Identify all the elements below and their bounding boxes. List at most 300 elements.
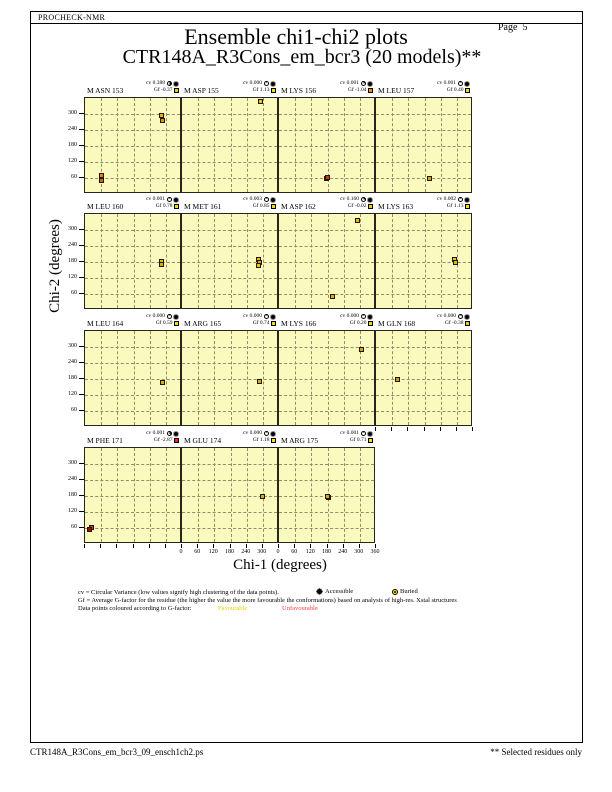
residue-name: M ASP 162 — [281, 202, 316, 211]
x-tick-mark — [246, 544, 247, 548]
gf-colour-square — [174, 88, 179, 93]
gridline-vertical — [344, 331, 345, 425]
plot-stats — [146, 313, 179, 327]
gf-colour-square — [368, 204, 373, 209]
legend-cv-line: cv = Circular Variance (low values signify high clustering of the data points). — [78, 589, 279, 596]
legend-accessible — [316, 588, 353, 595]
gf-colour-square — [271, 204, 276, 209]
plot-stats — [146, 430, 179, 444]
gridline-vertical — [231, 331, 232, 425]
accessible-star-icon — [367, 431, 373, 437]
x-tick-mark — [310, 544, 311, 548]
data-point — [453, 260, 458, 265]
cv-stat-line — [146, 80, 179, 87]
gridline-vertical — [425, 214, 426, 308]
x-tick-label: 60 — [291, 549, 298, 555]
residue-plot — [375, 213, 472, 309]
cv-value: cv 0.003 — [243, 196, 262, 202]
x-tick-mark — [343, 544, 344, 548]
gridline-horizontal — [182, 230, 277, 231]
gf-value: Gf 0.20 — [349, 320, 367, 326]
gridline-vertical — [441, 98, 442, 192]
x-tick-mark — [133, 544, 134, 548]
gridline-vertical — [311, 98, 312, 192]
y-tick-label: 120 — [68, 157, 77, 164]
buried-pie-icon — [361, 431, 366, 436]
accessible-star-icon — [270, 431, 276, 437]
x-tick-mark — [375, 544, 376, 548]
accessible-star-icon — [367, 81, 373, 87]
buried-pie-icon — [361, 314, 366, 319]
y-tick-mark — [79, 113, 84, 114]
residue-plot — [181, 97, 278, 193]
cv-value: cv 0.000 — [340, 313, 359, 319]
residue-plot — [375, 330, 472, 426]
gridline-vertical — [344, 214, 345, 308]
gridline-vertical — [425, 98, 426, 192]
cv-value: cv 0.001 — [437, 80, 456, 86]
gridline-horizontal — [279, 114, 374, 115]
gridline-vertical — [457, 98, 458, 192]
residue-plot — [375, 97, 472, 193]
gf-colour-square — [465, 321, 470, 326]
gridline-vertical — [231, 214, 232, 308]
residue-name: M LEU 160 — [87, 202, 124, 211]
gf-value: Gf -2.87 — [153, 437, 173, 443]
plot-header — [181, 80, 278, 96]
cv-value: cv 0.000 — [243, 430, 262, 436]
cv-stat-line — [243, 196, 276, 203]
gridline-vertical — [263, 98, 264, 192]
y-tick-label: 180 — [68, 374, 77, 381]
data-point — [160, 118, 165, 123]
x-tick-label: 60 — [194, 549, 201, 555]
gf-colour-square — [271, 88, 276, 93]
data-point — [87, 527, 92, 532]
residue-name: M ASP 155 — [184, 86, 219, 95]
gf-colour-square — [368, 438, 373, 443]
accessible-star-icon — [173, 197, 179, 203]
gridline-vertical — [247, 214, 248, 308]
data-point — [325, 175, 330, 180]
residue-name: M GLN 168 — [378, 319, 416, 328]
data-point — [330, 294, 335, 299]
plot-stats — [146, 80, 179, 94]
residue-plot — [84, 330, 181, 426]
x-tick-label: 180 — [322, 549, 331, 555]
cv-value: cv 0.000 — [243, 80, 262, 86]
buried-pie-icon — [167, 314, 172, 319]
gf-value: Gf -0.37 — [153, 87, 173, 93]
accessible-star-icon — [464, 81, 470, 87]
gf-colour-square — [368, 88, 373, 93]
gf-value: Gf 0.85 — [252, 203, 270, 209]
gridline-vertical — [311, 214, 312, 308]
y-tick-label: 300 — [68, 459, 77, 466]
buried-pie-icon — [458, 81, 463, 86]
data-point — [355, 218, 360, 223]
gf-stat-line — [437, 87, 470, 94]
gridline-horizontal — [85, 114, 180, 115]
residue-plot — [84, 447, 181, 543]
plot-stats — [340, 430, 373, 444]
y-tick-mark — [79, 161, 84, 162]
gf-value: Gf 1.13 — [252, 87, 270, 93]
x-tick-label: 300 — [354, 549, 364, 555]
gridline-vertical — [214, 214, 215, 308]
buried-pie-icon — [264, 431, 269, 436]
y-tick-mark — [79, 463, 84, 464]
data-point — [257, 379, 262, 384]
y-tick-mark — [79, 511, 84, 512]
y-tick-label: 60 — [71, 406, 77, 413]
cv-stat-line — [243, 430, 276, 437]
cv-stat-line — [340, 196, 373, 203]
gridline-vertical — [311, 448, 312, 542]
x-tick-mark — [165, 544, 166, 548]
x-tick-mark — [440, 427, 441, 431]
y-tick-mark — [79, 145, 84, 146]
gridline-vertical — [408, 331, 409, 425]
y-tick-mark — [79, 378, 84, 379]
plot-header — [278, 430, 375, 446]
gridline-vertical — [425, 331, 426, 425]
gf-stat-line — [243, 320, 276, 327]
gridline-horizontal — [376, 230, 471, 231]
plot-stats — [340, 313, 373, 327]
buried-pie-icon — [264, 81, 269, 86]
cv-stat-line — [146, 430, 179, 437]
cv-value: cv 0.001 — [340, 80, 359, 86]
gridline-vertical — [441, 331, 442, 425]
gf-value: Gf 1.13 — [446, 203, 464, 209]
y-tick-label: 300 — [68, 225, 77, 232]
accessible-star-icon — [270, 197, 276, 203]
y-tick-label: 60 — [71, 173, 77, 180]
x-tick-mark — [181, 544, 182, 548]
gridline-horizontal — [85, 230, 180, 231]
accessible-star-icon — [464, 197, 470, 203]
accessible-label: Accessible — [325, 588, 354, 595]
gridline-vertical — [150, 98, 151, 192]
plot-header — [278, 313, 375, 329]
gf-stat-line — [243, 87, 276, 94]
gridline-vertical — [150, 448, 151, 542]
gridline-vertical — [166, 98, 167, 192]
residue-plot — [278, 97, 375, 193]
gridline-horizontal — [182, 114, 277, 115]
cv-value: cv 0.001 — [146, 430, 165, 436]
y-tick-mark — [79, 277, 84, 278]
cv-stat-line — [340, 80, 373, 87]
gridline-horizontal — [376, 114, 471, 115]
plot-header — [181, 196, 278, 212]
plot-header — [84, 313, 181, 329]
data-point — [160, 380, 165, 385]
x-tick-mark — [407, 427, 408, 431]
y-tick-label: 240 — [68, 358, 77, 365]
gf-value: Gf 0.71 — [349, 437, 367, 443]
gridline-vertical — [441, 214, 442, 308]
x-tick-mark — [424, 427, 425, 431]
app-label: PROCHECK-NMR — [38, 13, 106, 22]
accessible-star-icon — [270, 81, 276, 87]
accessible-star-icon — [367, 314, 373, 320]
x-tick-mark — [391, 427, 392, 431]
cv-stat-line — [146, 313, 179, 320]
plot-header — [181, 430, 278, 446]
buried-circle-icon — [392, 589, 398, 595]
y-tick-mark — [79, 129, 84, 130]
cv-stat-line — [243, 80, 276, 87]
residue-plot — [278, 330, 375, 426]
legend-buried — [392, 588, 418, 595]
plot-stats — [437, 80, 470, 94]
x-tick-label: 360 — [370, 549, 380, 555]
x-tick-mark — [100, 544, 101, 548]
footer-note: ** Selected residues only — [490, 747, 582, 757]
residue-name: M PHE 171 — [87, 436, 123, 445]
y-tick-mark — [79, 177, 84, 178]
page-number: Page 5 — [498, 22, 528, 33]
x-tick-label: 0 — [179, 549, 183, 555]
x-tick-mark — [472, 427, 473, 431]
residue-name: M LYS 166 — [281, 319, 317, 328]
gridline-vertical — [117, 98, 118, 192]
x-tick-mark — [84, 544, 85, 548]
gf-stat-line — [340, 437, 373, 444]
gridline-vertical — [134, 331, 135, 425]
cv-stat-line — [437, 313, 470, 320]
accessible-star-icon — [173, 314, 179, 320]
gridline-vertical — [344, 98, 345, 192]
y-tick-mark — [79, 293, 84, 294]
y-tick-label: 240 — [68, 475, 77, 482]
y-tick-mark — [79, 245, 84, 246]
x-tick-mark — [230, 544, 231, 548]
residue-name: M ASN 153 — [87, 86, 124, 95]
gridline-vertical — [117, 448, 118, 542]
residue-plot — [278, 213, 375, 309]
plot-stats — [340, 80, 373, 94]
residue-plot — [181, 213, 278, 309]
gridline-vertical — [134, 98, 135, 192]
cv-value: cv 0.002 — [437, 196, 456, 202]
gf-colour-square — [465, 88, 470, 93]
buried-pie-icon — [264, 197, 269, 202]
plot-header — [84, 80, 181, 96]
cv-stat-line — [340, 313, 373, 320]
residue-plot — [181, 447, 278, 543]
y-tick-mark — [79, 495, 84, 496]
gf-value: Gf 1.18 — [252, 437, 270, 443]
gridline-horizontal — [182, 464, 277, 465]
x-tick-label: 120 — [305, 549, 315, 555]
page-subtitle: CTR148A_R3Cons_em_bcr3 (20 models)** — [122, 46, 482, 68]
data-point — [99, 173, 104, 178]
gridline-vertical — [117, 214, 118, 308]
gridline-vertical — [247, 98, 248, 192]
gridline-vertical — [247, 331, 248, 425]
y-tick-label: 180 — [68, 257, 77, 264]
cv-value: cv 0.000 — [146, 313, 165, 319]
cv-value: cv 0.160 — [340, 196, 359, 202]
gridline-horizontal — [85, 464, 180, 465]
plot-header — [375, 80, 472, 96]
cv-stat-line — [340, 430, 373, 437]
gridline-vertical — [231, 98, 232, 192]
y-tick-mark — [79, 346, 84, 347]
data-point — [325, 494, 330, 499]
gridline-vertical — [360, 214, 361, 308]
residue-name: M LYS 156 — [281, 86, 317, 95]
y-tick-mark — [79, 410, 84, 411]
y-tick-label: 180 — [68, 141, 77, 148]
gridline-horizontal — [279, 230, 374, 231]
gf-stat-line — [340, 320, 373, 327]
residue-name: M LYS 163 — [378, 202, 414, 211]
data-point — [256, 263, 261, 268]
plot-header — [84, 196, 181, 212]
buried-pie-icon — [458, 197, 463, 202]
y-tick-label: 180 — [68, 491, 77, 498]
plot-stats — [437, 313, 470, 327]
x-tick-label: 240 — [338, 549, 348, 555]
gridline-vertical — [457, 331, 458, 425]
y-tick-mark — [79, 479, 84, 480]
gridline-vertical — [134, 448, 135, 542]
gf-colour-square — [271, 438, 276, 443]
x-tick-mark — [456, 427, 457, 431]
gf-colour-square — [368, 321, 373, 326]
y-tick-label: 240 — [68, 125, 77, 132]
data-point — [159, 262, 164, 267]
x-tick-label: 120 — [208, 549, 218, 555]
gf-stat-line — [146, 203, 179, 210]
gridline-vertical — [214, 331, 215, 425]
cv-stat-line — [146, 196, 179, 203]
x-tick-mark — [262, 544, 263, 548]
plot-stats — [340, 196, 373, 210]
x-tick-mark — [375, 427, 376, 431]
y-tick-mark — [79, 229, 84, 230]
x-tick-mark — [116, 544, 117, 548]
data-point — [260, 494, 265, 499]
plot-stats — [243, 313, 276, 327]
gridline-horizontal — [376, 347, 471, 348]
gf-stat-line — [146, 320, 179, 327]
plot-stats — [243, 430, 276, 444]
buried-pie-icon — [361, 197, 366, 202]
footer-filename: CTR148A_R3Cons_em_bcr3_09_ensch1ch2.ps — [30, 747, 204, 757]
gridline-vertical — [231, 448, 232, 542]
x-tick-mark — [213, 544, 214, 548]
buried-pie-icon — [167, 431, 172, 436]
gf-colour-square — [465, 204, 470, 209]
gf-stat-line — [243, 437, 276, 444]
gf-value: Gf -1.04 — [347, 87, 367, 93]
gf-value: Gf 0.59 — [155, 320, 173, 326]
cv-value: cv 0.001 — [146, 196, 165, 202]
plot-header — [278, 196, 375, 212]
gf-stat-line — [243, 203, 276, 210]
plot-stats — [437, 196, 470, 210]
legend-gf-line: Gf = Average G-factor for the residue (the higher the value the more favourable the conformations) based on analysis of high-res. Xstal structures — [78, 597, 457, 604]
accessible-star-icon — [173, 431, 179, 437]
residue-name: M ARG 175 — [281, 436, 319, 445]
x-tick-mark — [278, 544, 279, 548]
x-tick-label: 300 — [257, 549, 267, 555]
accessible-star-icon — [316, 588, 323, 595]
x-tick-label: 180 — [225, 549, 234, 555]
gridline-vertical — [360, 448, 361, 542]
plot-header — [84, 430, 181, 446]
residue-name: M GLU 174 — [184, 436, 222, 445]
buried-pie-icon — [361, 81, 366, 86]
cv-value: cv 0.000 — [243, 313, 262, 319]
gridline-vertical — [247, 448, 248, 542]
residue-plot — [278, 447, 375, 543]
gridline-vertical — [166, 331, 167, 425]
gf-colour-square — [174, 204, 179, 209]
gridline-vertical — [166, 214, 167, 308]
gridline-vertical — [408, 98, 409, 192]
legend-colour-line: Data points coloured according to G-factor: — [78, 605, 192, 612]
plot-stats — [146, 196, 179, 210]
gridline-vertical — [214, 98, 215, 192]
residue-plot — [181, 330, 278, 426]
plot-stats — [243, 80, 276, 94]
cv-value: cv 0.388 — [146, 80, 165, 86]
plot-header — [181, 313, 278, 329]
x-tick-mark — [149, 544, 150, 548]
gridline-vertical — [150, 331, 151, 425]
page-title: Ensemble chi1-chi2 plots — [184, 24, 408, 49]
cv-value: cv 0.001 — [340, 430, 359, 436]
x-axis-title: Chi-1 (degrees) — [233, 557, 327, 573]
gridline-vertical — [408, 214, 409, 308]
y-tick-mark — [79, 261, 84, 262]
gridline-vertical — [328, 214, 329, 308]
accessible-star-icon — [270, 314, 276, 320]
gridline-vertical — [344, 448, 345, 542]
buried-pie-icon — [167, 81, 172, 86]
y-tick-label: 60 — [71, 523, 77, 530]
gridline-vertical — [166, 448, 167, 542]
gridline-vertical — [263, 214, 264, 308]
gf-colour-square — [271, 321, 276, 326]
cv-stat-line — [437, 196, 470, 203]
gf-stat-line — [340, 203, 373, 210]
y-tick-label: 120 — [68, 273, 77, 280]
data-point — [258, 99, 263, 104]
x-tick-mark — [294, 544, 295, 548]
x-tick-mark — [327, 544, 328, 548]
residue-name: M ARG 165 — [184, 319, 222, 328]
legend-favourable: Favourable — [218, 605, 248, 612]
gf-value: Gf 0.74 — [252, 320, 270, 326]
data-point — [395, 377, 400, 382]
data-point — [427, 176, 432, 181]
gridline-horizontal — [182, 347, 277, 348]
gridline-horizontal — [279, 464, 374, 465]
gf-colour-square — [174, 438, 179, 443]
gf-value: Gf 0.78 — [155, 203, 173, 209]
gridline-horizontal — [85, 347, 180, 348]
gf-stat-line — [146, 87, 179, 94]
gf-value: Gf 0.40 — [446, 87, 464, 93]
y-tick-mark — [79, 394, 84, 395]
